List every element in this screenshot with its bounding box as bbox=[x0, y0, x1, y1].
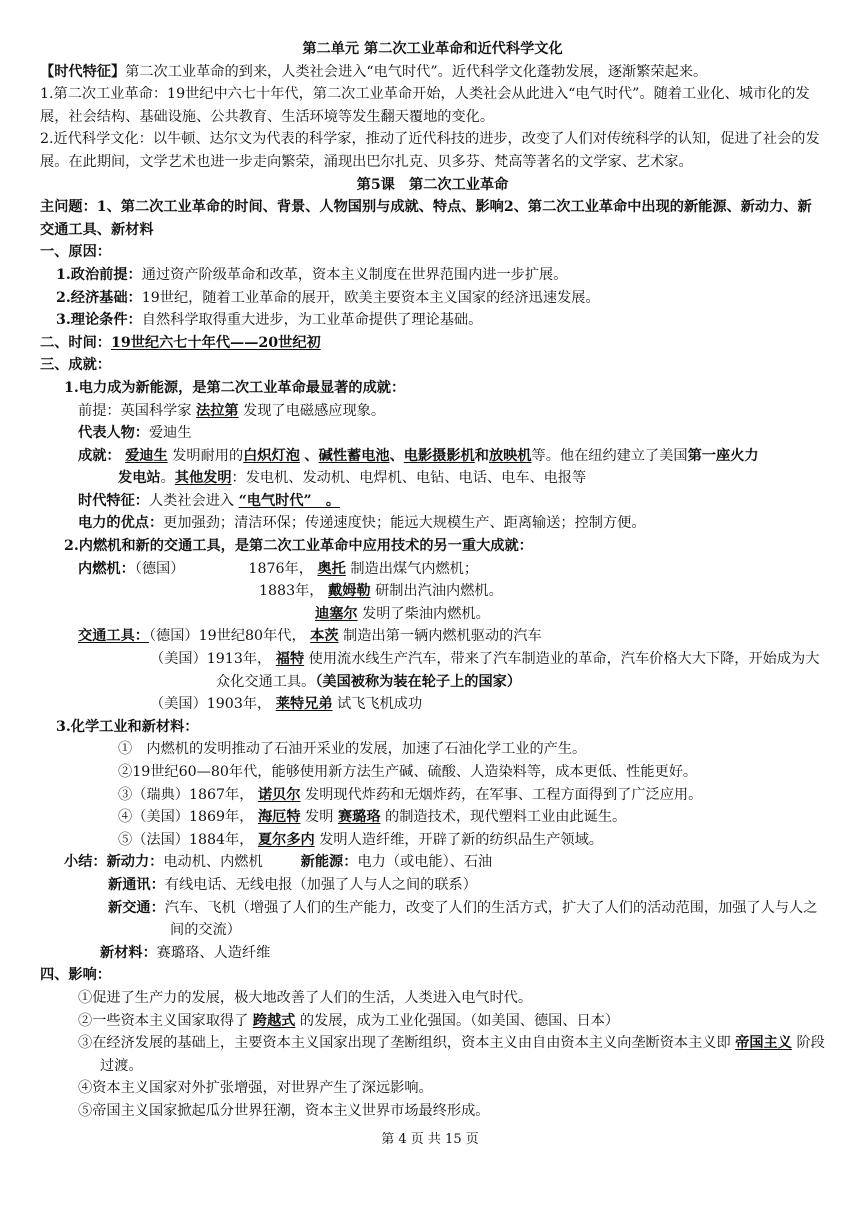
impact-text: ③在经济发展的基础上，主要资本主义国家出现了垄断组织，资本主义由自由资本主义向垄断资本主义即 bbox=[78, 1035, 731, 1052]
answer-leap: 跨越式 bbox=[252, 1012, 296, 1029]
document-page bbox=[40, 38, 825, 1123]
answer-edison: 爱迪生 bbox=[125, 447, 168, 464]
answer-plant-cont: 发电站 bbox=[118, 470, 161, 487]
transport-text: （德国）19世纪80年代， bbox=[148, 628, 306, 645]
transport-text: 制造出第一辆内燃机驱动的汽车 bbox=[343, 628, 542, 645]
cause-label: 2.经济基础： bbox=[56, 289, 142, 306]
transport-label: 交通工具： bbox=[78, 628, 149, 645]
premise-label: 前提： bbox=[78, 402, 121, 419]
section-impact-title: 四、影响： bbox=[40, 967, 111, 984]
era-paragraph-2: 2.近代科学文化：以牛顿、达尔文为代表的科学家，推动了近代科技的进步，改变了人们对传统科学的认知，促进了社会的发展。在此期间，文学艺术也进一步走向繁荣，涌现出巴尔扎克、贝多芬、梵高等著名的文学家、艺术家。 bbox=[40, 131, 820, 170]
engine-title: 2.内燃机和新的交通工具，是第二次工业革命中应用技术的另一重大成就： bbox=[64, 538, 533, 555]
electricity-achievement-cont bbox=[40, 467, 825, 490]
ach-and: 和 bbox=[474, 447, 489, 464]
engine-row-3 bbox=[40, 603, 825, 626]
engine-country: （德国） bbox=[134, 560, 185, 577]
summary-comm bbox=[40, 874, 825, 897]
answer-diesel: 迪塞尔 bbox=[315, 605, 358, 622]
chem-text: ③（瑞典）1867年， bbox=[118, 786, 254, 803]
premise-text: 发现了电磁感应现象。 bbox=[243, 402, 386, 419]
summary-comm-label: 新通讯： bbox=[108, 876, 165, 893]
chem-text: 发明现代炸药和无烟炸药，在军事、工程方面得到了广泛应用。 bbox=[305, 786, 703, 803]
summary-energy: 电力（或电能）、石油 bbox=[357, 854, 493, 871]
cause-text: 通过资产阶级革命和改革，资本主义制度在世界范围内进一步扩展。 bbox=[141, 266, 568, 283]
chem-text: 发明 bbox=[305, 809, 334, 826]
summary-transport-label: 新交通： bbox=[108, 899, 165, 916]
summary-comm-text: 有线电话、无线电报（加强了人与人之间的联系） bbox=[164, 876, 477, 893]
other-text: ：发电机、发动机、电焊机、电钻、电话、电车、电报等 bbox=[231, 470, 587, 487]
impact-item-4: ④资本主义国家对外扩张增强，对世界产生了深远影响。 bbox=[78, 1080, 433, 1097]
separator: 、 bbox=[304, 447, 319, 464]
answer-faraday: 法拉第 bbox=[196, 402, 239, 419]
engine-text: 发明了柴油内燃机。 bbox=[362, 605, 490, 622]
chem-text: 发明人造纤维，开辟了新的纺织品生产领域。 bbox=[319, 831, 603, 848]
answer-electric-age: “电气时代” 。 bbox=[238, 492, 341, 509]
adv-text: 更加强劲；清洁环保；传递速度快；能远大规模生产、距离输送；控制方便。 bbox=[163, 515, 646, 532]
summary-power: 电动机、内燃机 bbox=[163, 854, 263, 871]
engine-row-1 bbox=[40, 558, 825, 581]
answer-chardonnet: 夏尔多内 bbox=[257, 831, 315, 848]
section-achievements-title: 三、成就： bbox=[40, 357, 111, 374]
chem-text: ④（美国）1869年， bbox=[118, 809, 254, 826]
engine-year: 1883年， bbox=[259, 583, 324, 600]
answer-wright: 莱特兄弟 bbox=[275, 696, 333, 713]
cause-text: 19世纪，随着工业革命的展开，欧美主要资本主义国家的经济迅速发展。 bbox=[141, 289, 600, 306]
chemistry-item-4 bbox=[40, 806, 825, 829]
transport-text: （美国）1913年， bbox=[150, 651, 272, 668]
answer-hyatt: 海厄特 bbox=[257, 809, 301, 826]
chemistry-item-3 bbox=[40, 784, 825, 807]
premise-text: 英国科学家 bbox=[120, 402, 192, 419]
other-label: 其他发明 bbox=[174, 470, 232, 487]
answer-daimler: 戴姆勒 bbox=[328, 583, 371, 600]
rep-label: 代表人物： bbox=[78, 425, 149, 442]
answer-nobel: 诺贝尔 bbox=[257, 786, 301, 803]
era-feature-label: 时代特征： bbox=[78, 492, 149, 509]
main-question: 主问题：1、第二次工业革命的时间、背景、人物国别与成就、特点、影响2、第二次工业革命中出现的新能源、新动力、新交通工具、新材料 bbox=[40, 199, 812, 238]
ach-text: 。 bbox=[160, 470, 175, 487]
answer-imperialism: 帝国主义 bbox=[735, 1035, 792, 1052]
cause-label: 3.理论条件： bbox=[56, 312, 142, 329]
impact-item-1: ①促进了生产力的发展，极大地改善了人们的生活，人类进入电气时代。 bbox=[78, 989, 533, 1006]
chemistry-item-5 bbox=[40, 829, 825, 852]
answer-ford: 福特 bbox=[275, 651, 305, 668]
summary-power-label: 新动力： bbox=[106, 854, 164, 871]
engine-label: 内燃机： bbox=[78, 560, 135, 577]
transport-text: 试飞飞机成功 bbox=[337, 696, 423, 713]
impact-item-5: ⑤帝国主义国家掀起瓜分世界狂潮，资本主义世界市场最终形成。 bbox=[78, 1102, 490, 1119]
section-causes-title: 一、原因： bbox=[40, 244, 111, 261]
ach-label: 成就： bbox=[78, 447, 121, 464]
answer-benz: 本茨 bbox=[310, 628, 339, 645]
electricity-premise bbox=[40, 400, 825, 423]
summary-transport bbox=[40, 897, 825, 942]
answer-bulb: 白炽灯泡 bbox=[243, 447, 300, 464]
page-footer: 第 4 页 共 15 页 bbox=[381, 1132, 479, 1147]
cause-label: 1.政治前提： bbox=[56, 266, 142, 283]
summary-material-text: 赛璐珞、人造纤维 bbox=[156, 944, 271, 961]
answer-camera: 电影摄影机 bbox=[403, 447, 475, 464]
section-time-title: 二、时间： bbox=[40, 334, 111, 351]
engine-text: 研制出汽油内燃机。 bbox=[375, 583, 503, 600]
transport-note: （美国被称为装在轮子上的国家） bbox=[315, 673, 522, 690]
transport-text: 使用流水线生产汽车，带来了汽车制造业的革命，汽车价格大大下降，开始成为大众化交通工具。 bbox=[216, 651, 820, 690]
impact-item-3 bbox=[40, 1032, 825, 1077]
engine-row-2 bbox=[40, 580, 825, 603]
era-text: 第二次工业革命的到来，人类社会进入“电气时代”。近代科学文化蓬勃发展，逐渐繁荣起来。 bbox=[125, 63, 708, 80]
answer-plant: 第一座火力 bbox=[687, 447, 759, 464]
electricity-title: 1.电力成为新能源，是第二次工业革命最显著的成就： bbox=[64, 379, 406, 396]
separator: 、 bbox=[389, 447, 404, 464]
electricity-achievement bbox=[40, 445, 825, 468]
era-paragraph-1: 1.第二次工业革命：19世纪中六七十年代，第二次工业革命开始，人类社会从此进入“电气时代”。随着工业化、城市化的发展，社会结构、基础设施、公共教育、生活环境等发生翻天覆地的变化。 bbox=[40, 86, 810, 125]
summary-energy-label: 新能源： bbox=[300, 854, 358, 871]
chem-text: 的制造技术，现代塑料工业由此诞生。 bbox=[385, 809, 627, 826]
answer-otto: 奥托 bbox=[317, 560, 346, 577]
section-time bbox=[40, 332, 825, 355]
chemistry-title: 3.化学工业和新材料： bbox=[56, 718, 199, 735]
cause-item bbox=[40, 309, 825, 332]
summary-material bbox=[40, 942, 825, 965]
summary-transport-text: 汽车、飞机（增强了人们的生产能力，改变了人们的生活方式，扩大了人们的活动范围，加强了人与人之间的交流） bbox=[164, 899, 818, 939]
rep-value: 爱迪生 bbox=[148, 425, 192, 442]
answer-battery: 碱性蓄电池 bbox=[318, 447, 390, 464]
engine-year: 1876年， bbox=[248, 560, 313, 577]
summary-material-label: 新材料： bbox=[100, 944, 157, 961]
impact-item-2 bbox=[40, 1010, 825, 1033]
summary-row-1 bbox=[40, 851, 825, 874]
unit-title: 第二单元 第二次工业革命和近代科学文化 bbox=[302, 41, 563, 57]
transport-row-2 bbox=[40, 648, 825, 693]
impact-text: 阶段过渡。 bbox=[100, 1035, 825, 1074]
transport-text: （美国）1903年， bbox=[150, 696, 272, 713]
era-feature bbox=[40, 61, 825, 84]
electricity-era bbox=[40, 490, 825, 513]
impact-text: ②一些资本主义国家取得了 bbox=[78, 1012, 249, 1029]
summary-label: 小结： bbox=[64, 854, 107, 871]
ach-text: 发明耐用的 bbox=[172, 447, 244, 464]
lesson-title: 第5课 第二次工业革命 bbox=[356, 176, 509, 193]
cause-item bbox=[40, 264, 825, 287]
impact-text: 的发展，成为工业化强国。（如美国、德国、日本） bbox=[299, 1012, 620, 1029]
ach-text: 等。他在纽约建立了美国 bbox=[531, 447, 688, 464]
answer-projector: 放映机 bbox=[488, 447, 532, 464]
time-value: 19世纪六七十年代——20世纪初 bbox=[110, 334, 321, 351]
engine-text: 制造出煤气内燃机； bbox=[350, 560, 479, 577]
chem-text: ⑤（法国）1884年， bbox=[118, 831, 254, 848]
cause-item bbox=[40, 287, 825, 310]
electricity-representative bbox=[40, 422, 825, 445]
chemistry-item-1: ① 内燃机的发明推动了石油开采业的发展，加速了石油化学工业的产生。 bbox=[118, 741, 587, 758]
era-label: 【时代特征】 bbox=[40, 63, 126, 80]
electricity-advantages bbox=[40, 512, 825, 535]
cause-text: 自然科学取得重大进步，为工业革命提供了理论基础。 bbox=[141, 312, 483, 329]
transport-row-1 bbox=[40, 625, 825, 648]
era-feature-text: 人类社会进入 bbox=[148, 492, 235, 509]
chemistry-item-2: ②19世纪60—80年代，能够使用新方法生产碱、硫酸、人造染料等，成本更低、性能更好。 bbox=[118, 764, 698, 780]
adv-label: 电力的优点： bbox=[78, 515, 164, 532]
answer-celluloid: 赛璐珞 bbox=[337, 809, 381, 826]
transport-row-3 bbox=[40, 693, 825, 716]
